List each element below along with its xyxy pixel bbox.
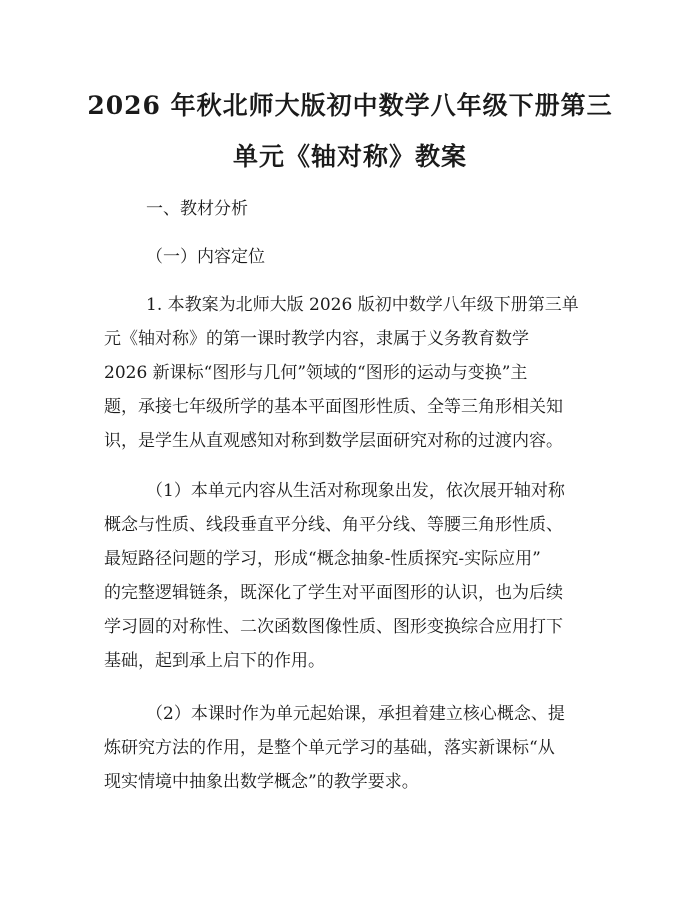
subsection-heading-content-positioning: （一）内容定位 xyxy=(146,247,265,267)
paragraph-2-line-1: （1）本单元内容从生活对称现象出发，依次展开轴对称 xyxy=(146,481,565,501)
document-title-line-2: 单元《轴对称》教案 xyxy=(232,142,467,171)
section-heading-textbook-analysis: 一、教材分析 xyxy=(146,199,248,219)
paragraph-2-line-3: 最短路径问题的学习，形成“概念抽象-性质探究-实际应用” xyxy=(104,549,541,569)
paragraph-3-line-1: （2）本课时作为单元起始课，承担着建立核心概念、提 xyxy=(146,704,565,724)
paragraph-2-line-4: 的完整逻辑链条，既深化了学生对平面图形的认识，也为后续 xyxy=(104,583,563,603)
paragraph-1-line-2: 元《轴对称》的第一课时教学内容，隶属于义务教育数学 xyxy=(104,329,529,349)
paragraph-1-line-1: 1. 本教案为北师大版 2026 版初中数学八年级下册第三单 xyxy=(146,295,579,315)
paragraph-1-line-4: 题，承接七年级所学的基本平面图形性质、全等三角形相关知 xyxy=(104,397,563,417)
paragraph-2-line-6: 基础，起到承上启下的作用。 xyxy=(104,651,325,671)
document-title-line-1: 2026 年秋北师大版初中数学八年级下册第三 xyxy=(87,91,613,120)
paragraph-1-line-3: 2026 新课标“图形与几何”领域的“图形的运动与变换”主 xyxy=(104,363,528,383)
paragraph-1-line-5: 识，是学生从直观感知对称到数学层面研究对称的过渡内容。 xyxy=(104,431,563,451)
paragraph-2-line-5: 学习圆的对称性、二次函数图像性质、图形变换综合应用打下 xyxy=(104,617,563,637)
paragraph-3-line-3: 现实情境中抽象出数学概念”的教学要求。 xyxy=(104,772,419,792)
paragraph-3-line-2: 炼研究方法的作用，是整个单元学习的基础，落实新课标“从 xyxy=(104,738,555,758)
paragraph-2-line-2: 概念与性质、线段垂直平分线、角平分线、等腰三角形性质、 xyxy=(104,515,563,535)
